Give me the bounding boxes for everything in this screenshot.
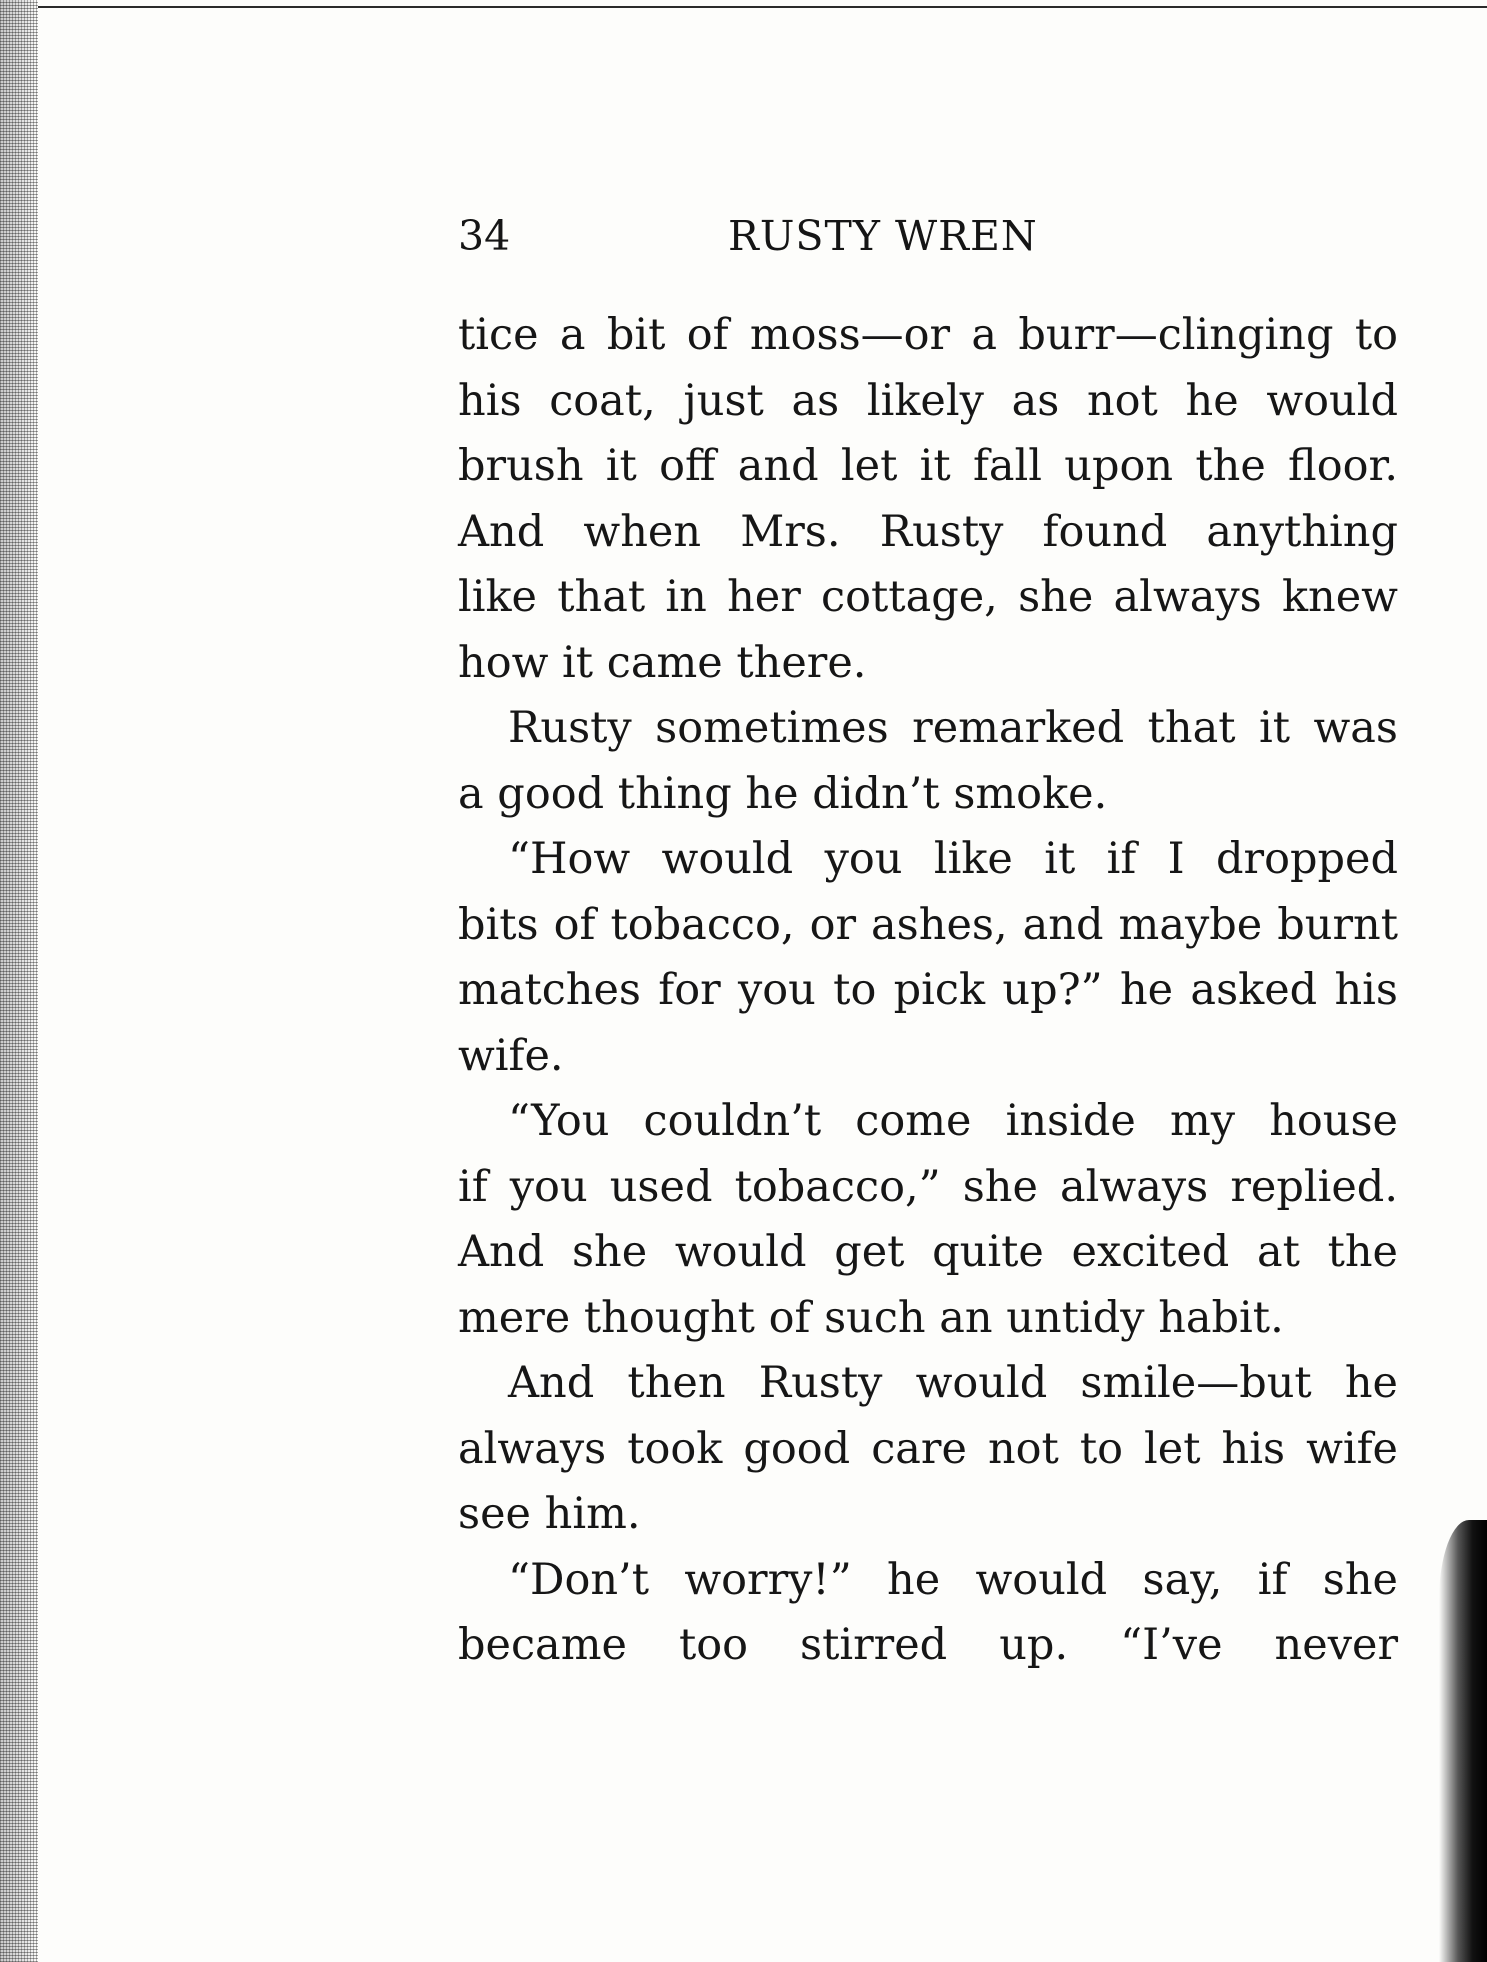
text-line: how it came there. <box>458 637 867 688</box>
text-line: And when Mrs. Rusty found anything <box>458 506 1398 557</box>
text-line: his coat, just as likely as not he would <box>458 375 1398 426</box>
page-number: 34 <box>458 212 511 260</box>
text-line: matches for you to pick up?” he asked his <box>458 965 1398 1015</box>
text-line: like that in her cottage, she always knew <box>458 572 1398 622</box>
text-line: tice a bit of moss—or a burr—clinging to <box>458 310 1398 360</box>
text-line: wife. <box>458 1030 564 1081</box>
text-line: And she would get quite excited at the <box>458 1227 1398 1277</box>
text-line: became too stirred up. “I’ve never <box>458 1620 1398 1670</box>
text-line: “How would you like it if I dropped <box>508 834 1398 884</box>
text-line: “You couldn’t come inside my house <box>508 1096 1398 1146</box>
page-edge-shadow <box>1439 1520 1487 1962</box>
text-line: “Don’t worry!” he would say, if she <box>508 1554 1398 1605</box>
top-rule <box>0 6 1487 8</box>
running-title: RUSTY WREN <box>728 212 1038 260</box>
binding-gutter <box>0 0 38 1962</box>
body-text <box>458 303 1398 1679</box>
text-line: always took good care not to let his wife <box>458 1423 1398 1474</box>
text-line: mere thought of such an untidy habit. <box>458 1292 1284 1343</box>
text-line: a good thing he didn’t smoke. <box>458 768 1108 819</box>
text-line: if you used tobacco,” she always replied. <box>458 1161 1398 1212</box>
text-line: Rusty sometimes remarked that it was <box>508 703 1398 753</box>
text-line: see him. <box>458 1489 641 1539</box>
page-header <box>458 212 1128 272</box>
text-line: brush it off and let it fall upon the floor. <box>458 441 1398 491</box>
text-line: And then Rusty would smile—but he <box>508 1358 1398 1408</box>
text-line: bits of tobacco, or ashes, and maybe burnt <box>458 899 1398 950</box>
